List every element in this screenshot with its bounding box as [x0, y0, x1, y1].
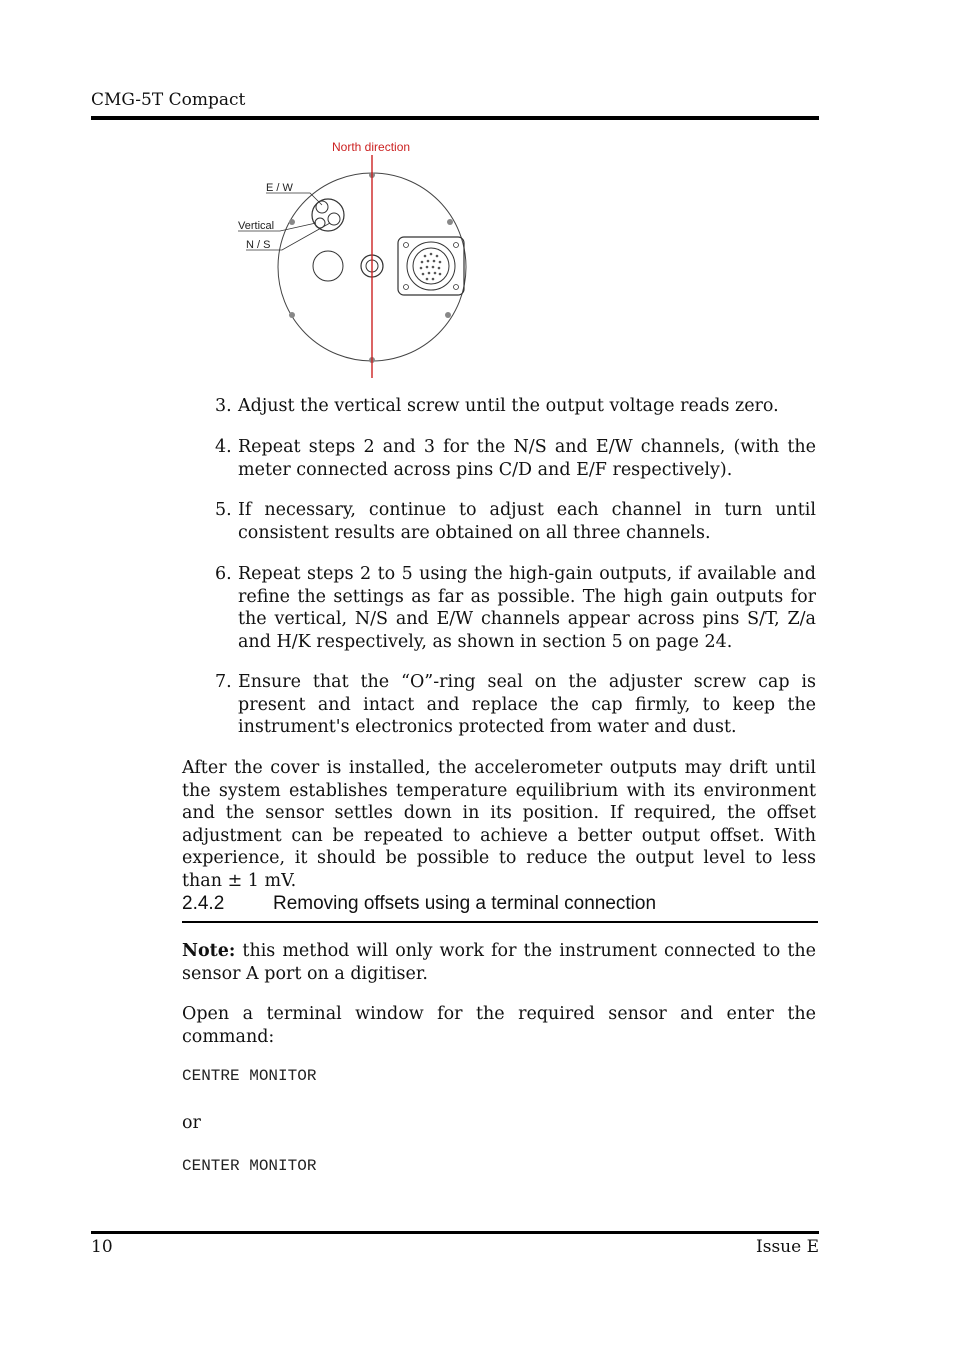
note-label: Note: — [182, 941, 236, 961]
or-text: or — [182, 1113, 201, 1133]
connector-plate — [398, 237, 464, 295]
ew-label: E / W — [266, 182, 293, 194]
header-rule — [91, 116, 819, 120]
instrument-top-diagram — [230, 135, 480, 380]
vertical-label: Vertical — [238, 220, 275, 232]
connector-pins — [420, 253, 442, 281]
section-number: 2.4.2 — [182, 893, 225, 914]
step-number: 3. — [215, 396, 232, 416]
step-3 — [215, 395, 816, 418]
step-text: Repeat steps 2 to 5 using the high-gain outputs, if available and refine the settings as far as possible. The high gain outputs for the vertical, N/S and E/W channels appear across pins S/T, Z/a and H/K respectively, as shown in section 5 on page 24. — [238, 564, 816, 652]
footer-rule — [91, 1231, 819, 1234]
ew-screw — [316, 201, 328, 213]
edge-screw-left-upper — [289, 219, 295, 225]
command-centre-monitor: CENTRE MONITOR — [182, 1067, 317, 1085]
north-direction-label: North direction — [332, 140, 411, 154]
issue-label: Issue E — [756, 1237, 819, 1257]
header-title: CMG-5T Compact — [91, 90, 246, 110]
step-number: 6. — [215, 564, 232, 584]
ns-label: N / S — [246, 239, 271, 251]
step-text: If necessary, continue to adjust each channel in turn until consistent results are obtained on all three channels. — [238, 500, 816, 543]
page-number: 10 — [91, 1237, 113, 1257]
step-7 — [215, 671, 816, 739]
step-number: 5. — [215, 500, 232, 520]
step-text: Repeat steps 2 and 3 for the N/S and E/W channels, (with the meter connected across pins C/D and E/F respectively). — [238, 437, 816, 480]
blank-plug — [313, 251, 343, 281]
terminal-instruction: Open a terminal window for the required sensor and enter the command: — [182, 1004, 816, 1047]
step-text: Ensure that the “O”-ring seal on the adjuster screw cap is present and intact and replace the cap firmly, to keep the instrument's electronics protected from water and dust. — [238, 672, 816, 737]
step-text: Adjust the vertical screw until the output voltage reads zero. — [238, 396, 779, 416]
note-text: this method will only work for the instrument connected to the sensor A port on a digitiser. — [182, 941, 816, 984]
note-paragraph — [182, 940, 816, 985]
section-heading — [182, 893, 818, 923]
step-number: 4. — [215, 437, 232, 457]
drift-paragraph: After the cover is installed, the accelerometer outputs may drift until the system establishes temperature equilibrium with its environment and the sensor settles down in its position. If required, the offset adjustment can be repeated to achieve a better output offset. With experience, it should be possible to reduce the output level to less than ± 1 mV. — [182, 758, 816, 891]
section-title: Removing offsets using a terminal connection — [273, 893, 657, 914]
step-6 — [215, 563, 816, 653]
connector-shell — [407, 242, 455, 290]
edge-screw-left-lower — [289, 312, 295, 318]
command-center-monitor: CENTER MONITOR — [182, 1157, 317, 1175]
step-4 — [215, 436, 816, 481]
step-number: 7. — [215, 672, 232, 692]
edge-screw-right-lower — [445, 312, 451, 318]
step-5 — [215, 499, 816, 544]
edge-screw-right-upper — [447, 219, 453, 225]
